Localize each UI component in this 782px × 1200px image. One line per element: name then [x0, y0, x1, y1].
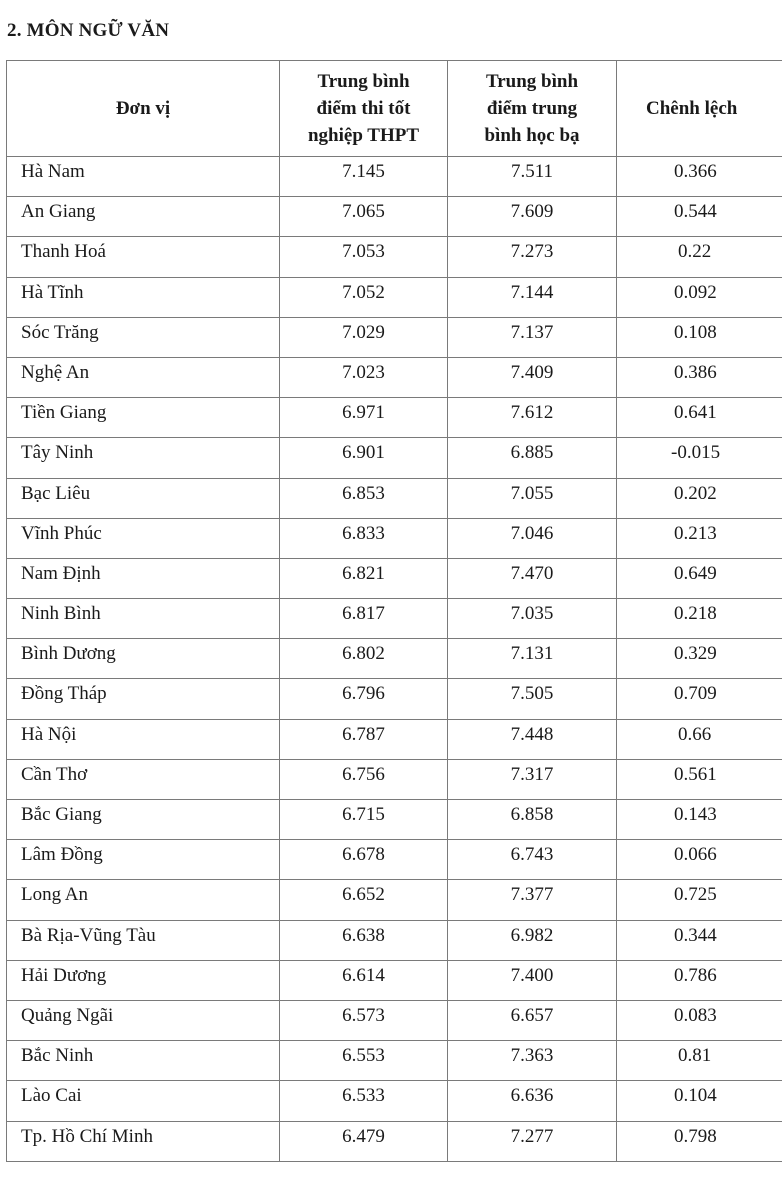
- cell-hocba-score: 7.055: [448, 478, 617, 518]
- cell-thpt-score: 6.901: [280, 438, 448, 478]
- table-row: [7, 880, 782, 920]
- cell-difference: 0.709: [617, 679, 782, 719]
- table-row: [7, 960, 782, 1000]
- cell-unit: Thanh Hoá: [7, 237, 280, 277]
- cell-thpt-score: 7.023: [280, 357, 448, 397]
- table-row: [7, 1000, 782, 1040]
- cell-difference: -0.015: [617, 438, 782, 478]
- table-header-row: [7, 61, 782, 157]
- table-body: [7, 157, 782, 1162]
- table-row: [7, 558, 782, 598]
- score-table: [6, 60, 782, 1162]
- cell-unit: Ninh Bình: [7, 599, 280, 639]
- cell-hocba-score: 7.511: [448, 157, 617, 197]
- cell-thpt-score: 6.971: [280, 398, 448, 438]
- cell-thpt-score: 6.853: [280, 478, 448, 518]
- cell-difference: 0.213: [617, 518, 782, 558]
- cell-unit: Vĩnh Phúc: [7, 518, 280, 558]
- cell-difference: 0.544: [617, 197, 782, 237]
- cell-thpt-score: 6.833: [280, 518, 448, 558]
- cell-difference: 0.092: [617, 277, 782, 317]
- table-row: [7, 157, 782, 197]
- score-table-container: [6, 60, 782, 1162]
- cell-unit: Bắc Ninh: [7, 1041, 280, 1081]
- cell-thpt-score: 7.053: [280, 237, 448, 277]
- cell-hocba-score: 6.982: [448, 920, 617, 960]
- cell-unit: Hải Dương: [7, 960, 280, 1000]
- cell-hocba-score: 7.448: [448, 719, 617, 759]
- cell-hocba-score: 7.377: [448, 880, 617, 920]
- table-row: [7, 1081, 782, 1121]
- cell-hocba-score: 7.277: [448, 1121, 617, 1161]
- cell-hocba-score: 6.743: [448, 840, 617, 880]
- cell-unit: Lâm Đồng: [7, 840, 280, 880]
- cell-thpt-score: 6.638: [280, 920, 448, 960]
- table-row: [7, 639, 782, 679]
- cell-hocba-score: 7.273: [448, 237, 617, 277]
- cell-unit: Tp. Hồ Chí Minh: [7, 1121, 280, 1161]
- cell-unit: Hà Nam: [7, 157, 280, 197]
- table-row: [7, 1121, 782, 1161]
- cell-unit: Bạc Liêu: [7, 478, 280, 518]
- cell-hocba-score: 7.612: [448, 398, 617, 438]
- cell-thpt-score: 6.821: [280, 558, 448, 598]
- header-difference: [617, 61, 782, 157]
- cell-thpt-score: 7.065: [280, 197, 448, 237]
- cell-thpt-score: 6.796: [280, 679, 448, 719]
- cell-unit: Tây Ninh: [7, 438, 280, 478]
- cell-hocba-score: 6.657: [448, 1000, 617, 1040]
- header-hocba-score: [448, 61, 617, 157]
- cell-thpt-score: 7.029: [280, 317, 448, 357]
- table-row: [7, 438, 782, 478]
- cell-unit: Sóc Trăng: [7, 317, 280, 357]
- table-row: [7, 840, 782, 880]
- cell-unit: Bắc Giang: [7, 800, 280, 840]
- cell-difference: 0.386: [617, 357, 782, 397]
- header-hocba-line-2: điểm trung: [486, 98, 578, 119]
- cell-difference: 0.066: [617, 840, 782, 880]
- table-row: [7, 237, 782, 277]
- header-unit-label: Đơn vị: [115, 98, 171, 119]
- cell-thpt-score: 7.145: [280, 157, 448, 197]
- cell-hocba-score: 7.400: [448, 960, 617, 1000]
- cell-thpt-score: 6.553: [280, 1041, 448, 1081]
- cell-difference: 0.344: [617, 920, 782, 960]
- cell-thpt-score: 6.756: [280, 759, 448, 799]
- cell-difference: 0.649: [617, 558, 782, 598]
- cell-difference: 0.329: [617, 639, 782, 679]
- table-row: [7, 357, 782, 397]
- cell-thpt-score: 6.573: [280, 1000, 448, 1040]
- cell-hocba-score: 7.131: [448, 639, 617, 679]
- cell-unit: Tiền Giang: [7, 398, 280, 438]
- header-thpt-line-3: nghiệp THPT: [307, 125, 420, 146]
- cell-unit: Quảng Ngãi: [7, 1000, 280, 1040]
- table-row: [7, 719, 782, 759]
- cell-hocba-score: 7.609: [448, 197, 617, 237]
- cell-thpt-score: 6.802: [280, 639, 448, 679]
- cell-thpt-score: 7.052: [280, 277, 448, 317]
- cell-difference: 0.22: [617, 237, 782, 277]
- cell-thpt-score: 6.479: [280, 1121, 448, 1161]
- cell-difference: 0.202: [617, 478, 782, 518]
- cell-difference: 0.083: [617, 1000, 782, 1040]
- table-row: [7, 317, 782, 357]
- cell-hocba-score: 6.885: [448, 438, 617, 478]
- table-row: [7, 478, 782, 518]
- cell-hocba-score: 7.046: [448, 518, 617, 558]
- header-thpt-score: [280, 61, 448, 157]
- cell-thpt-score: 6.678: [280, 840, 448, 880]
- cell-difference: 0.218: [617, 599, 782, 639]
- cell-difference: 0.798: [617, 1121, 782, 1161]
- cell-difference: 0.81: [617, 1041, 782, 1081]
- cell-hocba-score: 6.858: [448, 800, 617, 840]
- cell-hocba-score: 7.363: [448, 1041, 617, 1081]
- section-title: 2. MÔN NGỮ VĂN: [7, 20, 170, 41]
- cell-hocba-score: 6.636: [448, 1081, 617, 1121]
- header-hocba-line-1: Trung bình: [485, 71, 579, 92]
- cell-unit: Nam Định: [7, 558, 280, 598]
- cell-difference: 0.561: [617, 759, 782, 799]
- cell-hocba-score: 7.409: [448, 357, 617, 397]
- cell-difference: 0.641: [617, 398, 782, 438]
- table-row: [7, 277, 782, 317]
- cell-thpt-score: 6.614: [280, 960, 448, 1000]
- cell-unit: Nghệ An: [7, 357, 280, 397]
- cell-hocba-score: 7.505: [448, 679, 617, 719]
- cell-hocba-score: 7.035: [448, 599, 617, 639]
- cell-difference: 0.725: [617, 880, 782, 920]
- cell-hocba-score: 7.144: [448, 277, 617, 317]
- cell-thpt-score: 6.533: [280, 1081, 448, 1121]
- table-row: [7, 518, 782, 558]
- table-row: [7, 800, 782, 840]
- cell-difference: 0.786: [617, 960, 782, 1000]
- table-row: [7, 197, 782, 237]
- header-thpt-line-1: Trung bình: [317, 71, 410, 92]
- header-unit: [7, 61, 280, 157]
- table-row: [7, 1041, 782, 1081]
- cell-unit: Hà Tĩnh: [7, 277, 280, 317]
- cell-unit: An Giang: [7, 197, 280, 237]
- cell-hocba-score: 7.317: [448, 759, 617, 799]
- table-row: [7, 679, 782, 719]
- cell-unit: Lào Cai: [7, 1081, 280, 1121]
- cell-difference: 0.66: [617, 719, 782, 759]
- cell-unit: Đồng Tháp: [7, 679, 280, 719]
- cell-thpt-score: 6.715: [280, 800, 448, 840]
- cell-difference: 0.104: [617, 1081, 782, 1121]
- header-difference-label: Chênh lệch: [646, 98, 738, 119]
- table-row: [7, 599, 782, 639]
- cell-thpt-score: 6.787: [280, 719, 448, 759]
- cell-unit: Cần Thơ: [7, 759, 280, 799]
- cell-difference: 0.366: [617, 157, 782, 197]
- cell-hocba-score: 7.137: [448, 317, 617, 357]
- cell-thpt-score: 6.652: [280, 880, 448, 920]
- cell-difference: 0.108: [617, 317, 782, 357]
- table-row: [7, 759, 782, 799]
- table-row: [7, 398, 782, 438]
- table-row: [7, 920, 782, 960]
- cell-unit: Hà Nội: [7, 719, 280, 759]
- header-hocba-line-3: bình học bạ: [484, 125, 580, 146]
- cell-thpt-score: 6.817: [280, 599, 448, 639]
- cell-unit: Long An: [7, 880, 280, 920]
- cell-unit: Bình Dương: [7, 639, 280, 679]
- header-thpt-line-2: điểm thi tốt: [316, 98, 411, 119]
- cell-hocba-score: 7.470: [448, 558, 617, 598]
- cell-difference: 0.143: [617, 800, 782, 840]
- cell-unit: Bà Rịa-Vũng Tàu: [7, 920, 280, 960]
